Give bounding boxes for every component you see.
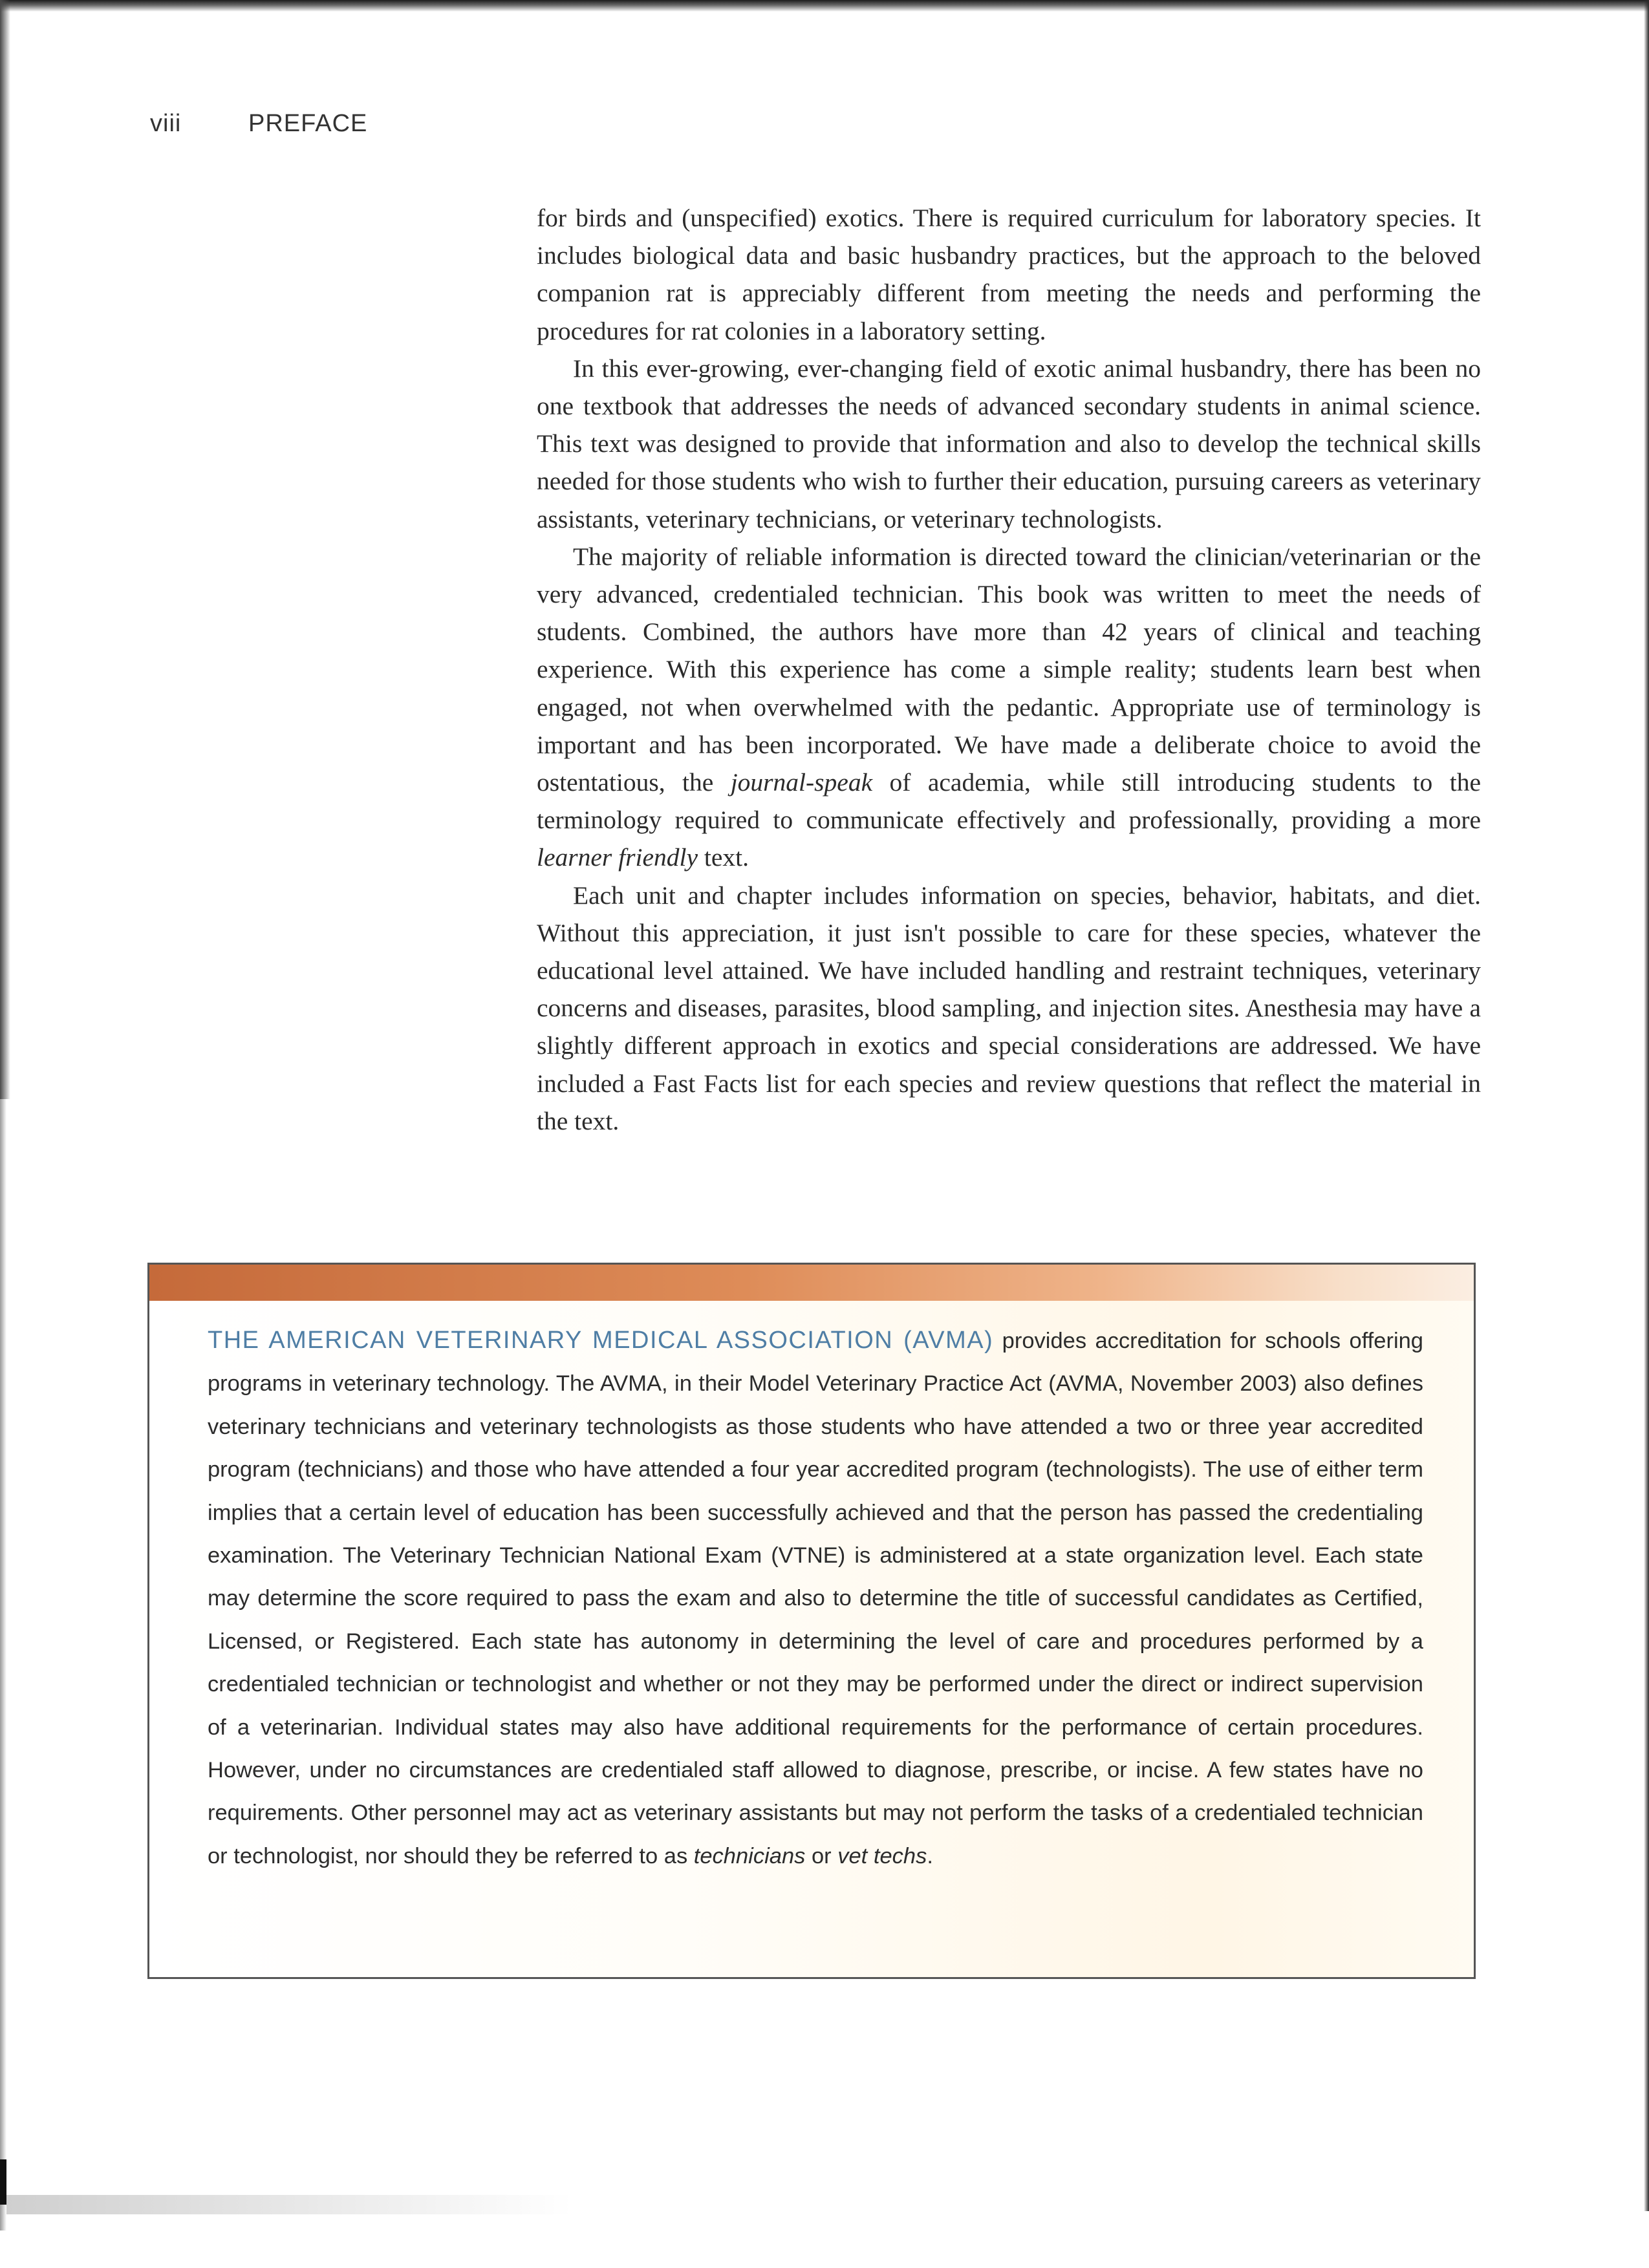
paragraph-3-part-a: The majority of reliable information is directed toward the clinician/veterinarian or the very advanced, credentialed technician. This book was written to meet the needs of students. Combined, the authors have more than 42 years of clinical and teaching experience. With this experience has come a simple reality; students learn best when engaged, not when overwhelmed with the pedantic. Appropriate use of terminology is important and has been incorporated. We have made a deliberate choice to avoid the ostentatious, the	[537, 542, 1481, 797]
paragraph-3-part-b: of academia, while still introducing students to the terminology required to communicate effectively and professionally, providing a more	[537, 768, 1481, 835]
sidebar-text	[208, 1319, 1423, 1878]
learner-friendly-term: learner friendly	[537, 843, 698, 872]
scan-corner-bottom-left	[0, 2159, 6, 2205]
scan-edge-right	[1644, 0, 1649, 2211]
technicians-term: technicians	[693, 1843, 806, 1868]
scan-edge-left-lower	[0, 1099, 6, 2231]
sidebar-heading: THE AMERICAN VETERINARY MEDICAL ASSOCIATION (AVMA)	[208, 1327, 994, 1354]
sidebar-text-part-c: .	[927, 1843, 933, 1868]
journal-speak-term: journal-speak	[730, 768, 873, 797]
paragraph-3-part-c: text.	[698, 843, 749, 872]
sidebar-text-part-a: provides accreditation for schools offering programs in veterinary technology. The AVMA, in their Model Veterinary Practice Act (AVMA, November 2003) also defines veterinary technicians and veterinary technologists as those students who have attended a two or three year accredited program (technicians) and those who have attended a four year accredited program (technologists). The use of either term implies that a certain level of education has been successfully achieved and that the person has passed the credentialing examination. The Veterinary Technician National Exam (VTNE) is administered at a state organization level. Each state may determine the score required to pass the exam and also to determine the title of successful candidates as Certified, Licensed, or Registered. Each state has autonomy in determining the level of care and procedures performed by a credentialed technician or technologist and whether or not they may be performed under the direct or indirect supervision of a veterinarian. Individual states may also have additional requirements for the performance of certain procedures. However, under no circumstances are credentialed staff allowed to diagnose, prescribe, or incise. A few states have no requirements. Other personnel may act as veterinary assistants but may not perform the tasks of a credentialed technician or technologist, nor should they be referred to as	[208, 1329, 1423, 1868]
running-head: PREFACE	[248, 110, 368, 137]
avma-sidebar-box	[147, 1263, 1476, 1979]
sidebar-header-bar	[149, 1265, 1474, 1301]
paragraph-1: for birds and (unspecified) exotics. There is required curriculum for laboratory species. It includes biological data and basic husbandry practices, but the approach to the beloved companion rat is appreciably different from meeting the needs and performing the procedures for rat colonies in a laboratory setting.	[537, 204, 1481, 345]
sidebar-text-part-b: or	[805, 1843, 838, 1868]
page-number: viii	[150, 110, 182, 137]
scan-bottom-shadow	[6, 2195, 1623, 2214]
preface-body	[537, 199, 1481, 1140]
vet-techs-term: vet techs	[837, 1843, 927, 1868]
scan-edge-left	[0, 0, 10, 1099]
paragraph-4: Each unit and chapter includes information on species, behavior, habitats, and diet. Without this appreciation, it just isn't possible to care for these species, whatever the educational level attained. We have included handling and restraint techniques, veterinary concerns and diseases, parasites, blood sampling, and injection sites. Anesthesia may have a slightly different approach in exotics and special considerations are addressed. We have included a Fast Facts list for each species and review questions that reflect the material in the text.	[537, 881, 1481, 1135]
paragraph-3	[537, 538, 1481, 877]
scan-edge-top	[0, 0, 1649, 12]
paragraph-2: In this ever-growing, ever-changing field of exotic animal husbandry, there has been no one textbook that addresses the needs of advanced secondary students in animal science. This text was designed to provide that information and also to develop the technical skills needed for those students who wish to further their education, pursuing careers as veterinary assistants, veterinary technicians, or veterinary technologists.	[537, 354, 1481, 533]
